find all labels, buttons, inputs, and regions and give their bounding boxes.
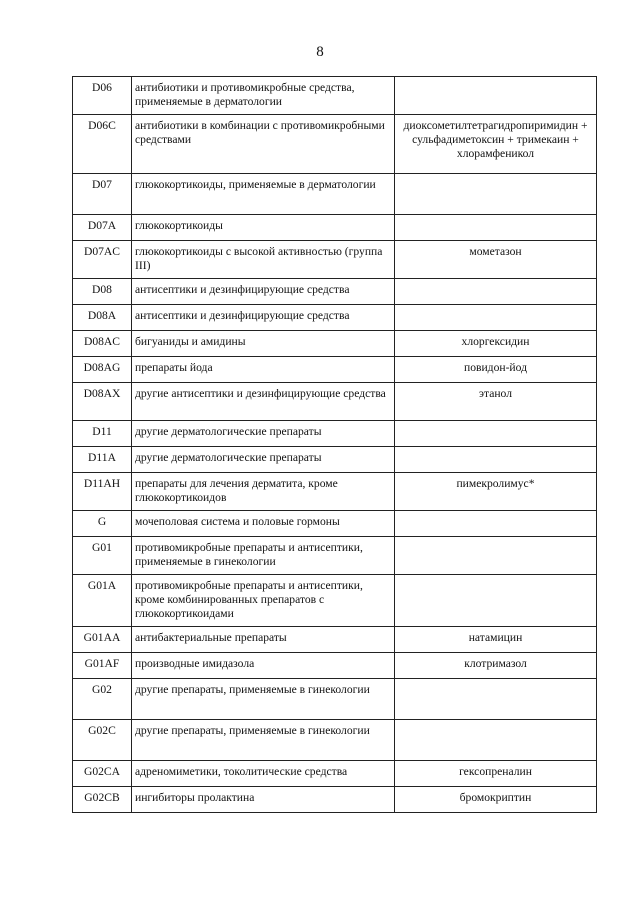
description-cell: другие дерматологические препараты [132,447,395,473]
table-row [73,537,597,575]
atc-code-cell: D08 [73,279,132,305]
drug-name-cell [395,174,597,215]
drug-name-cell: этанол [395,383,597,421]
atc-code-cell: D06 [73,77,132,115]
atc-code-cell: D07AC [73,241,132,279]
atc-code-cell: D08A [73,305,132,331]
atc-code-cell: D07 [73,174,132,215]
drug-name-cell: пимекролимус* [395,473,597,511]
description-cell: мочеполовая система и половые гормоны [132,511,395,537]
table-row [73,174,597,215]
table-row [73,511,597,537]
description-cell: другие препараты, применяемые в гинекологии [132,720,395,761]
atc-code-cell: D11A [73,447,132,473]
drug-name-cell [395,575,597,627]
drug-name-cell [395,511,597,537]
description-cell: антисептики и дезинфицирующие средства [132,279,395,305]
description-cell: производные имидазола [132,653,395,679]
table-row [73,720,597,761]
atc-code-cell: G02 [73,679,132,720]
drug-name-cell: гексопреналин [395,761,597,787]
atc-code-cell: G [73,511,132,537]
table-row [73,679,597,720]
drug-name-cell [395,77,597,115]
description-cell: противомикробные препараты и антисептики, применяемые в гинекологии [132,537,395,575]
drug-name-cell [395,305,597,331]
table-row [73,627,597,653]
atc-code-cell: D08AG [73,357,132,383]
table-row [73,761,597,787]
drug-name-cell: повидон-йод [395,357,597,383]
atc-code-cell: G02C [73,720,132,761]
drug-name-cell [395,215,597,241]
atc-code-cell: G02CB [73,787,132,813]
description-cell: адреномиметики, токолитические средства [132,761,395,787]
table-row [73,383,597,421]
description-cell: другие препараты, применяемые в гинекологии [132,679,395,720]
table-row [73,215,597,241]
atc-code-cell: G01A [73,575,132,627]
description-cell: другие дерматологические препараты [132,421,395,447]
table-row [73,241,597,279]
drug-name-cell [395,679,597,720]
description-cell: бигуаниды и амидины [132,331,395,357]
drug-name-cell [395,421,597,447]
description-cell: препараты для лечения дерматита, кроме глюкокортикоидов [132,473,395,511]
atc-code-cell: D06C [73,115,132,174]
table-row [73,115,597,174]
description-cell: противомикробные препараты и антисептики, кроме комбинированных препаратов с глюкокортикоидами [132,575,395,627]
table-row [73,421,597,447]
drug-name-cell: натамицин [395,627,597,653]
drug-name-cell [395,447,597,473]
table-row [73,279,597,305]
description-cell: антибиотики в комбинации с противомикробными средствами [132,115,395,174]
description-cell: антибактериальные препараты [132,627,395,653]
description-cell: антибиотики и противомикробные средства, применяемые в дерматологии [132,77,395,115]
description-cell: другие антисептики и дезинфицирующие средства [132,383,395,421]
drug-name-cell [395,537,597,575]
atc-code-cell: D11 [73,421,132,447]
table-row [73,331,597,357]
description-cell: глюкокортикоиды, применяемые в дерматологии [132,174,395,215]
atc-code-cell: D08AC [73,331,132,357]
atc-code-cell: G01AF [73,653,132,679]
description-cell: антисептики и дезинфицирующие средства [132,305,395,331]
atc-code-cell: D07A [73,215,132,241]
table-row [73,575,597,627]
drug-name-cell: диоксометилтетрагидропиримидин + сульфадиметоксин + тримекаин + хлорамфеникол [395,115,597,174]
table-row [73,473,597,511]
drug-name-cell: бромокриптин [395,787,597,813]
atc-code-cell: D08AX [73,383,132,421]
atc-code-cell: D11AH [73,473,132,511]
drug-name-cell: мометазон [395,241,597,279]
drug-name-cell: хлоргексидин [395,331,597,357]
description-cell: препараты йода [132,357,395,383]
drug-name-cell [395,720,597,761]
drug-name-cell [395,279,597,305]
table-row [73,357,597,383]
atc-code-cell: G01AA [73,627,132,653]
table-body [73,77,597,813]
table-row [73,447,597,473]
table-row [73,787,597,813]
drug-name-cell: клотримазол [395,653,597,679]
table-row [73,305,597,331]
drug-classification-table [72,76,597,813]
page-number: 8 [316,44,324,60]
description-cell: глюкокортикоиды с высокой активностью (группа III) [132,241,395,279]
description-cell: ингибиторы пролактина [132,787,395,813]
table-row [73,653,597,679]
atc-code-cell: G02CA [73,761,132,787]
atc-code-cell: G01 [73,537,132,575]
table-row [73,77,597,115]
description-cell: глюкокортикоиды [132,215,395,241]
